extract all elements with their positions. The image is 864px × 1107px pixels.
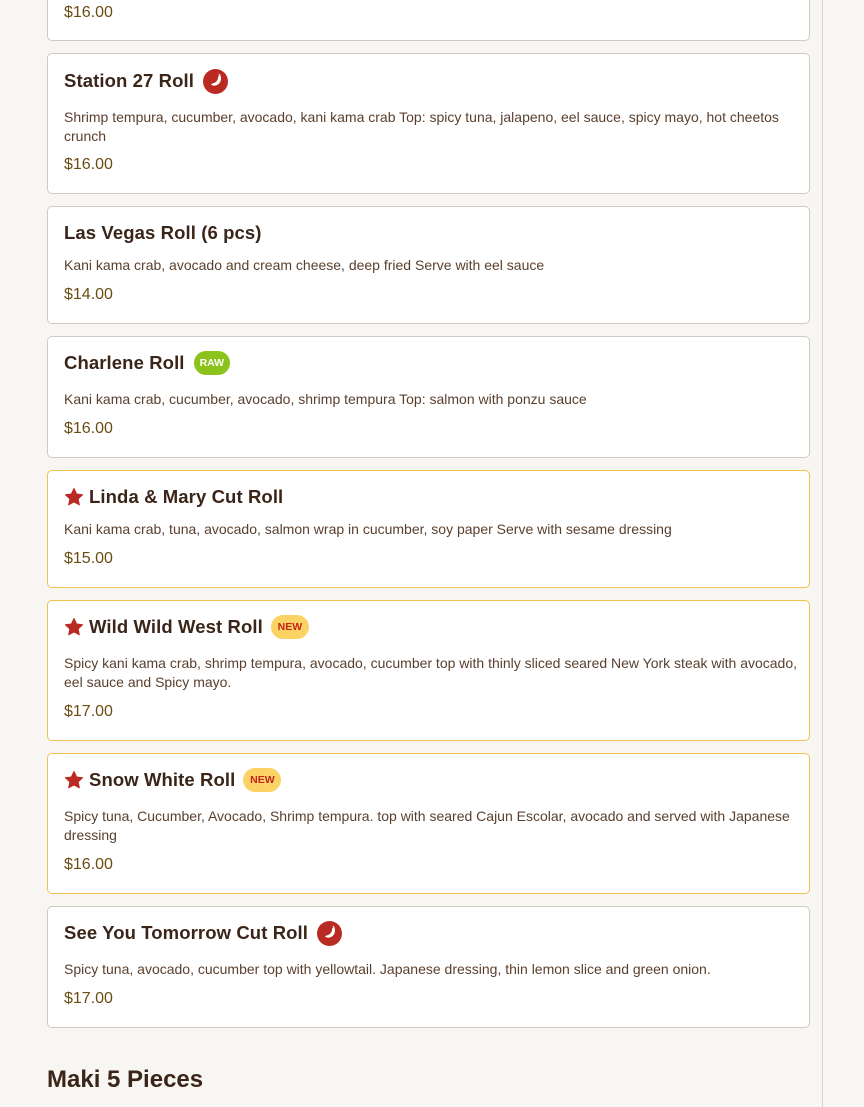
item-description: Kani kama crab, tuna, avocado, salmon wrap in cucumber, soy paper Serve with sesame dressing <box>64 521 672 537</box>
item-name: Las Vegas Roll (6 pcs) <box>64 222 262 243</box>
menu-item-card-featured[interactable] <box>47 470 810 588</box>
star-icon <box>64 487 84 507</box>
new-badge: NEW <box>243 768 281 792</box>
item-description: Kani kama crab, avocado and cream cheese, deep fried Serve with eel sauce <box>64 257 545 273</box>
item-name: Wild Wild West Roll <box>89 616 263 637</box>
item-price: $16.00 <box>64 856 113 873</box>
menu-item-card-featured[interactable] <box>47 600 810 741</box>
menu-item-card[interactable] <box>47 206 810 324</box>
menu-item-card[interactable] <box>47 53 810 194</box>
chili-pepper-icon <box>317 921 342 946</box>
item-name: Linda & Mary Cut Roll <box>89 486 284 507</box>
item-price: $15.00 <box>64 550 113 567</box>
item-name: Snow White Roll <box>89 769 236 790</box>
item-price: $16.00 <box>64 420 113 437</box>
chili-pepper-icon <box>203 69 228 94</box>
raw-badge: RAW <box>194 351 231 375</box>
item-description: Shrimp tempura, cucumber, avocado, kani kama crab Top: spicy tuna, jalapeno, eel sauce, spicy mayo, hot cheetos crunch <box>64 109 779 144</box>
menu-item-card[interactable] <box>47 906 810 1028</box>
item-description: Spicy tuna, Cucumber, Avocado, Shrimp tempura. top with seared Cajun Escolar, avocado and served with Japanese dressing <box>64 808 790 843</box>
item-description: Spicy tuna, avocado, cucumber top with yellowtail. Japanese dressing, thin lemon slice and green onion. <box>64 961 711 977</box>
item-price: $17.00 <box>64 703 113 720</box>
item-description: Spicy kani kama crab, shrimp tempura, avocado, cucumber top with thinly sliced seared New York steak with avocado, eel sauce and Spicy mayo. <box>64 655 798 690</box>
item-price: $16.00 <box>64 4 113 21</box>
section-heading: Maki 5 Pieces <box>47 1066 204 1093</box>
item-price: $14.00 <box>64 286 113 303</box>
new-badge: NEW <box>271 615 309 639</box>
item-description: Kani kama crab, cucumber, avocado, shrimp tempura Top: salmon with ponzu sauce <box>64 391 587 407</box>
star-icon <box>64 770 84 790</box>
menu-item-card-featured[interactable] <box>47 753 810 894</box>
menu-item-card[interactable] <box>47 336 810 458</box>
item-name: See You Tomorrow Cut Roll <box>64 922 309 943</box>
star-icon <box>64 617 84 637</box>
page-divider <box>822 0 823 1107</box>
item-name: Charlene Roll <box>64 352 185 373</box>
item-name: Station 27 Roll <box>64 70 194 91</box>
item-price: $16.00 <box>64 156 113 173</box>
menu-item-card-previous[interactable] <box>47 0 810 41</box>
item-price: $17.00 <box>64 990 113 1007</box>
